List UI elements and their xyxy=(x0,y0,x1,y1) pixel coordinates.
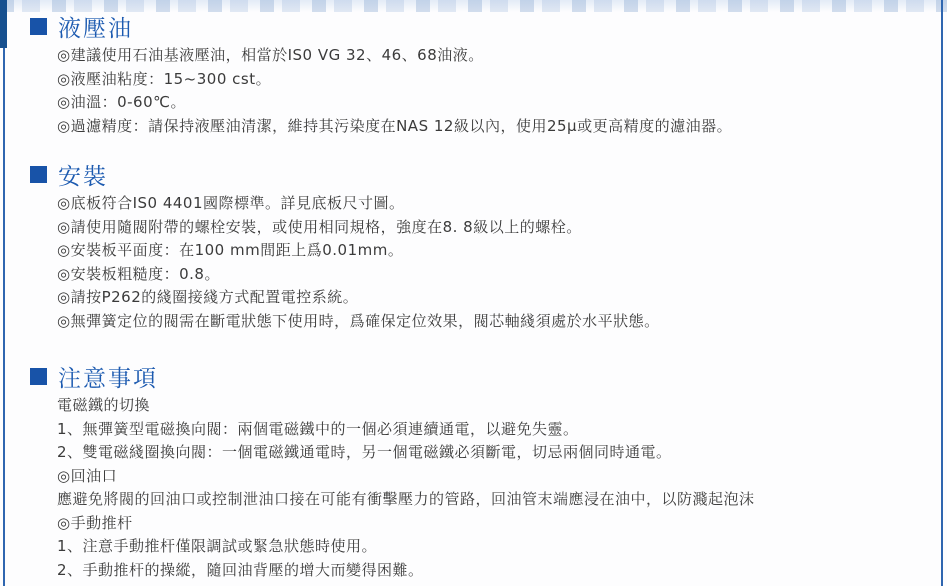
section-body xyxy=(57,394,930,582)
section-installation xyxy=(0,158,930,333)
section-header xyxy=(30,158,930,190)
spec-line: ◎油溫：0-60℃。 xyxy=(57,93,186,111)
section-hydraulic-oil xyxy=(0,10,930,138)
square-bullet-icon xyxy=(30,18,47,35)
spec-line: ◎回油口 xyxy=(57,466,118,485)
spec-line: ◎建議使用石油基液壓油，相當於IS0 VG 32、46、68油液。 xyxy=(57,46,484,64)
spec-line: ◎手動推杆 xyxy=(57,513,133,532)
spec-line: 電磁鐵的切換 xyxy=(57,396,151,414)
section-title: 注意事項 xyxy=(58,365,158,392)
spec-line: ◎安裝板平面度：在100 mm間距上爲0.01mm。 xyxy=(57,241,404,259)
spec-line: ◎安裝板粗糙度：0.8。 xyxy=(57,264,220,283)
spec-line: 2、手動推杆的操縱，隨回油背壓的增大而變得困難。 xyxy=(57,560,424,579)
square-bullet-icon xyxy=(30,368,47,385)
spec-line: 1、注意手動推杆僅限調試或緊急狀態時使用。 xyxy=(57,537,378,555)
spec-line: ◎請使用隨閥附帶的螺栓安裝，或使用相同規格，強度在8. 8級以上的螺栓。 xyxy=(57,217,582,236)
spec-line: ◎無彈簧定位的閥需在斷電狀態下使用時，爲確保定位效果，閥芯軸綫須處於水平狀態。 xyxy=(57,311,660,330)
spec-line: ◎請按P262的綫圈接綫方式配置電控系統。 xyxy=(57,288,359,306)
section-body xyxy=(57,44,930,138)
section-header xyxy=(30,10,930,42)
section-title: 液壓油 xyxy=(58,15,133,42)
section-precautions xyxy=(0,360,930,582)
spec-line: 2、雙電磁綫圈換向閥：一個電磁鐵通電時，另一個電磁鐵必須斷電，切忌兩個同時通電。 xyxy=(57,443,672,461)
square-bullet-icon xyxy=(30,166,47,183)
right-border-line xyxy=(941,0,943,586)
spec-line: ◎過濾精度：請保持液壓油清潔，維持其污染度在NAS 12級以內，使用25μ或更高精度的濾油器。 xyxy=(57,116,733,135)
spec-line: ◎液壓油粘度：15~300 cst。 xyxy=(57,69,272,88)
spec-line: 1、無彈簧型電磁換向閥：兩個電磁鐵中的一個必須連續通電，以避免失靈。 xyxy=(57,419,579,438)
spec-line: ◎底板符合IS0 4401國際標準。詳見底板尺寸圖。 xyxy=(57,194,405,212)
section-body xyxy=(57,192,930,333)
spec-line: 應避免將閥的回油口或控制泄油口接在可能有衝擊壓力的管路，回油管末端應浸在油中，以防濺起泡沫 xyxy=(57,490,755,508)
section-header xyxy=(30,360,930,392)
section-title: 安裝 xyxy=(58,163,108,190)
